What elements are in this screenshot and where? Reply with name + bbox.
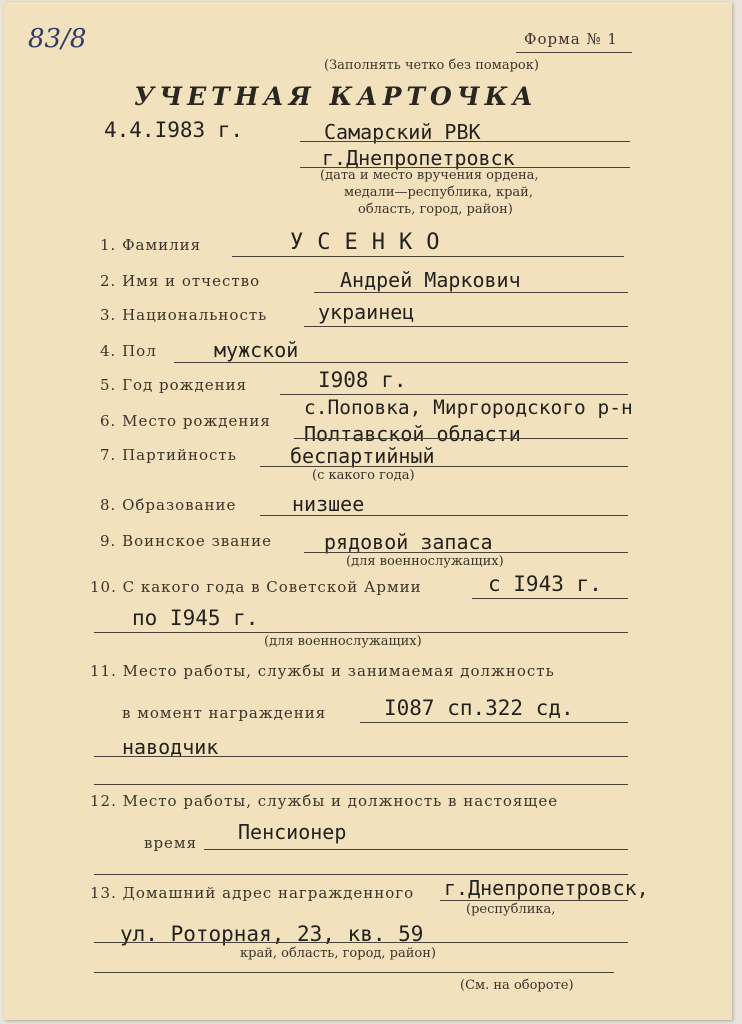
- field-11-underline3: [94, 784, 628, 785]
- award-note-line3: область, город, район): [358, 202, 513, 217]
- field-5-underline: [280, 394, 628, 395]
- award-place-line1: Самарский РВК: [324, 120, 481, 144]
- field-7-underline: [260, 466, 628, 467]
- field-4-label: 4. Пол: [100, 342, 157, 360]
- field-13-underline2: [94, 942, 628, 943]
- field-9-label: 9. Воинское звание: [100, 532, 273, 550]
- field-13-label: 13. Домашний адрес награжденного: [90, 884, 415, 902]
- field-6-underline: [294, 438, 628, 439]
- field-9-rank: рядовой запаса: [324, 530, 493, 554]
- field-11-underline2: [94, 756, 628, 757]
- field-12-label-line1: 12. Место работы, службы и должность в настоящее: [90, 792, 559, 810]
- field-13-underline3: [94, 972, 614, 973]
- field-6-birthplace-line1: с.Поповка, Миргородского р-н: [304, 396, 633, 419]
- handwritten-archive-number: 83/8: [28, 24, 87, 54]
- field-1-underline: [232, 256, 624, 257]
- field-10-note: (для военнослужащих): [264, 634, 422, 649]
- field-11-underline1: [360, 722, 628, 723]
- field-7-party: беспартийный: [290, 444, 435, 468]
- field-3-label: 3. Национальность: [100, 306, 268, 324]
- field-11-label-line2: в момент награждения: [122, 704, 327, 722]
- form-number-underline: [516, 52, 632, 53]
- field-8-education: низшее: [292, 492, 365, 516]
- field-10-underline1: [472, 598, 628, 599]
- field-12-current-job: Пенсионер: [238, 820, 347, 844]
- field-10-from: с I943 г.: [488, 572, 602, 596]
- award-place-underline1: [300, 141, 630, 142]
- field-2-label: 2. Имя и отчество: [100, 272, 261, 290]
- record-card: [4, 2, 732, 1020]
- field-13-city: г.Днепропетровск,: [444, 876, 649, 900]
- award-date: 4.4.I983 г.: [104, 118, 244, 142]
- field-5-label: 5. Год рождения: [100, 376, 248, 394]
- field-8-label: 8. Образование: [100, 496, 237, 514]
- field-12-underline1: [204, 849, 628, 850]
- see-reverse-note: (См. на обороте): [460, 978, 574, 993]
- field-3-nationality: украинец: [318, 300, 415, 324]
- field-13-note-line1: (республика,: [466, 902, 556, 917]
- field-12-underline2: [94, 874, 628, 875]
- field-11-label-line1: 11. Место работы, службы и занимаемая должность: [90, 662, 555, 680]
- field-11-position: наводчик: [122, 735, 219, 759]
- field-10-label: 10. С какого года в Советской Армии: [90, 578, 422, 596]
- field-5-birth-year: I908 г.: [318, 368, 407, 392]
- field-4-underline: [174, 362, 628, 363]
- award-note-line2: медали—республика, край,: [344, 185, 533, 200]
- field-10-underline2: [94, 632, 628, 633]
- award-note-line1: (дата и место вручения ордена,: [320, 168, 539, 183]
- field-13-street: ул. Роторная, 23, кв. 59: [120, 922, 424, 946]
- field-2-name: Андрей Маркович: [340, 268, 521, 292]
- form-number-label: Форма № 1: [524, 30, 618, 48]
- card-title: УЧЕТНАЯ КАРТОЧКА: [134, 82, 538, 111]
- field-6-label: 6. Место рождения: [100, 412, 271, 430]
- field-1-label: 1. Фамилия: [100, 236, 202, 254]
- field-9-note: (для военнослужащих): [346, 554, 504, 569]
- field-1-surname: УСЕНКО: [290, 230, 454, 255]
- field-2-underline: [314, 292, 628, 293]
- field-11-unit: I087 сп.322 сд.: [384, 696, 574, 720]
- fill-instruction: (Заполнять четко без помарок): [324, 58, 539, 73]
- award-place-line2: г.Днепропетровск: [322, 146, 515, 170]
- field-4-sex: мужской: [214, 338, 299, 362]
- field-7-label: 7. Партийность: [100, 446, 237, 464]
- field-7-note: (с какого года): [312, 468, 415, 483]
- field-8-underline: [260, 515, 628, 516]
- field-13-note-line2: край, область, город, район): [240, 946, 436, 961]
- field-6-birthplace-line2: Полтавской области: [304, 422, 521, 446]
- field-12-label-line2: время: [144, 834, 198, 852]
- field-13-underline1: [440, 900, 628, 901]
- field-10-to: по I945 г.: [132, 606, 259, 630]
- field-3-underline: [304, 326, 628, 327]
- field-9-underline: [304, 552, 628, 553]
